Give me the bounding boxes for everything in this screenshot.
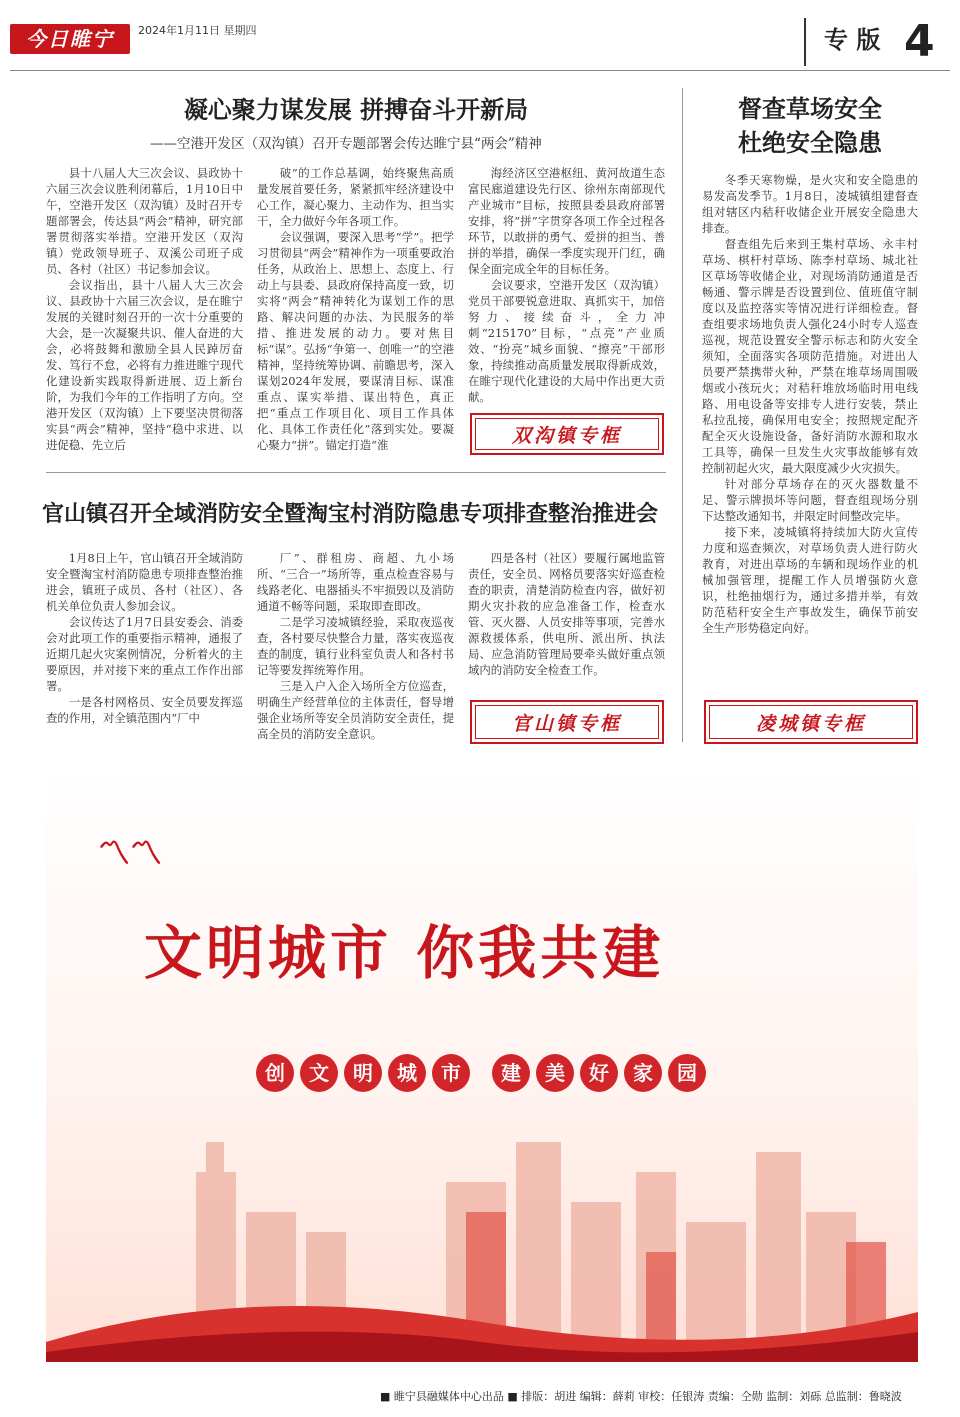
newspaper-logo: 今日睢宁	[10, 24, 130, 54]
paragraph: 破”的工作总基调，始终聚焦高质量发展首要任务，紧紧抓牢经济建设中心工作，凝心聚力、主动作为、担当实干，全力做好今年各项工作。	[257, 166, 454, 228]
article1-column-2	[257, 165, 454, 455]
article1-title: 凝心聚力谋发展 拼搏奋斗开新局	[183, 96, 529, 124]
column-divider	[682, 88, 683, 742]
paragraph: 会议传达了1月7日县安委会、消委会对此项工作的重要指示精神，通报了近期几起火灾案例情况，分析着火的主要原因，并对接下来的重点工作作出部署。	[46, 615, 243, 693]
paragraph: 海经济区空港枢纽、黄河故道生态富民廊道建设先行区、徐州东南部现代产业城市”目标，按照县委县政府部署安排，将“拼”字贯穿各项工作全过程各环节，以敢拼的勇气、爱拼的担当、善拼的举措，确保一季度实现开门红，确保全面完成全年的目标任务。	[468, 166, 665, 276]
article1-column-3	[468, 165, 665, 410]
civilization-banner	[46, 768, 918, 1362]
article1-column-1	[46, 165, 243, 455]
paragraph: 会议强调，要深入思考“学”。把学习贯彻县“两会”精神作为一项重要政治任务，从政治上、思想上、态度上、行动上与县委、县政府保持高度一致，切实将“两会”精神转化为谋划工作的思路、解决问题的办法、为民服务的举措、推进发展的动力。要对焦目标“谋”。弘扬“争第一、创唯一”的空港精神，坚持统筹协调、前瞻思考，深入谋划2024年发展，要谋清目标、谋准重点、谋实举措、谋出特色，真正把“重点工作项目化、项目工作具体化、具体工作责任化”落到实处。要凝心聚力“拼”。锚定打造“淮	[257, 230, 454, 452]
masthead-divider	[804, 18, 806, 66]
slogan-char: 文	[300, 1054, 338, 1092]
paragraph: 1月8日上午，官山镇召开全域消防安全暨淘宝村消防隐患专项排查整治推进会，镇班子成员、各村（社区）、各机关单位负责人参加会议。	[46, 551, 243, 613]
paragraph: 二是学习凌城镇经验，采取夜巡夜查，各村要尽快整合力量，落实夜巡夜查的制度，镇行业科室负责人和各村书记等要发挥统筹作用。	[257, 615, 454, 677]
paragraph: 四是各村（社区）要履行属地监管责任，安全员、网格员要落实好巡查检查的职责，清楚消防检查内容，做好初期火灾扑救的应急准备工作，检查水管、灭火器、人员安排等事项，完善水源救援体系，供电所、派出所、执法局、应急消防管理局要牵头做好重点领域内的消防安全检查工作。	[468, 551, 665, 677]
article2-title-line: 督查草场安全	[738, 95, 882, 123]
article1-subtitle: ——空港开发区（双沟镇）召开专题部署会传达睢宁县“两会”精神	[150, 136, 542, 152]
article3-column-2	[257, 550, 454, 740]
paragraph: 厂”、群租房、商超、九小场所、“三合一”场所等，重点检查容易与线路老化、电器插头不牢损毁以及消防通道不畅等问题，采取即查即改。	[257, 551, 454, 613]
slogan-char: 城	[388, 1054, 426, 1092]
stamp-label: 官山镇专框	[475, 705, 659, 739]
paragraph: 一是各村网格员、安全员要发挥巡查的作用，对全镇范围内“厂中	[46, 695, 243, 725]
article3-column-3	[468, 550, 665, 695]
paragraph: 针对部分草场存在的灭火器数量不足、警示牌损坏等问题，督查组现场分别下达整改通知书，并限定时间整改完毕。	[702, 477, 918, 523]
slogan-char: 建	[492, 1054, 530, 1092]
shuanggou-stamp	[470, 413, 664, 455]
slogan-char: 明	[344, 1054, 382, 1092]
paragraph: 冬季天寒物燥，是火灾和安全隐患的易发高发季节。1月8日，凌城镇组建督查组对辖区内秸秆收储企业开展安全隐患大排查。	[702, 173, 918, 235]
paragraph: 督查组先后来到王集村草场、永丰村草场、棋杆村草场、陈李村草场、城北社区草场等收储企业，对现场消防通道是否畅通、警示牌是否设置到位、值班值守制度以及监控落实等情况进行详细检查。督查组要求场地负责人强化24小时专人巡查巡视，规范设置安全警示标志和防火安全须知，全面落实各项防范措施。对进出人员要严禁携带火种，严禁在堆草场周围吸烟或小孩玩火；对秸秆堆放场临时用电线路、用电设备等安排专人进行安装，禁止私拉乱接，确保用电安全；按照规定配齐配全灭火设施设备，备好消防水源和取水工具等，确保一旦发生火灾事故能够有效控制初起火灾，最大限度减少火灾损失。	[702, 237, 918, 475]
paragraph: 三是入户入企入场所全方位巡查，明确生产经营单位的主体责任，督导增强企业场所等安全员消防安全责任，提高全员的消防安全意识。	[257, 679, 454, 740]
slogan-char: 美	[536, 1054, 574, 1092]
article2-title-line: 杜绝安全隐患	[738, 129, 882, 157]
birds-graphic: 〽︎〽︎	[98, 834, 163, 872]
article3-title: 官山镇召开全域消防安全暨淘宝村消防隐患专项排查整治推进会	[42, 502, 659, 527]
lingcheng-stamp	[704, 700, 918, 744]
guanshan-stamp	[470, 700, 664, 744]
paragraph: 会议要求，空港开发区（双沟镇）党员干部要锐意进取、真抓实干，加倍努力、接续奋斗，全力冲刺“215170”目标，“点亮”产业质效、“扮亮”城乡面貌、“擦亮”干部形象，持续推动高质量发展取得新成效，在睢宁现代化建设的大局中作出更大贡献。	[468, 278, 665, 404]
stamp-label: 凌城镇专框	[709, 705, 913, 739]
section-divider	[46, 472, 666, 473]
page-number: 4	[904, 16, 935, 67]
edition-label: 专 版	[824, 25, 881, 54]
issue-date: 2024年1月11日 星期四	[138, 24, 257, 37]
slogan-char: 创	[256, 1054, 294, 1092]
slogan-char: 市	[432, 1054, 470, 1092]
slogan-char: 好	[580, 1054, 618, 1092]
slogan-char: 园	[668, 1054, 706, 1092]
article3-column-1	[46, 550, 243, 740]
paragraph: 会议指出，县十八届人大三次会议、县政协十六届三次会议，是在睢宁发展的关键时刻召开的一次十分重要的大会，是一次凝聚共识、催人奋进的大会，必将鼓舞和激励全县人民踔厉奋发、笃行不怠，必将有力推进睢宁现代化建设新实践取得新进展、迈上新台阶，为我们今年的工作指明了方向。空港开发区（双沟镇）上下要坚决贯彻落实县“两会”精神，坚持“稳中求进、以进促稳、先立后	[46, 278, 243, 452]
page-credits: ■ 睢宁县融媒体中心出品 ■ 排版：胡进 编辑：薛莉 审校：任银涛 责编：仝勋 监制：刘砾 总监制：鲁晓波	[380, 1390, 902, 1403]
article2-title	[700, 92, 920, 160]
paragraph: 接下来，凌城镇将持续加大防火宣传力度和巡查频次，对草场负责人进行防火教育，对进出草场的车辆和现场作业的机械加强管理，提醒工作人员增强防火意识，杜绝抽烟行为，通过多措并举，有效防范秸秆安全生产事故发生，确保节前安全生产形势稳定向好。	[702, 525, 918, 635]
slogan-char: 家	[624, 1054, 662, 1092]
article2-body	[702, 172, 918, 692]
city-skyline-graphic	[46, 1062, 918, 1362]
stamp-label: 双沟镇专框	[475, 418, 659, 450]
banner-title: 文明城市 你我共建	[144, 919, 665, 987]
masthead-rule	[10, 70, 950, 71]
paragraph: 县十八届人大三次会议、县政协十六届三次会议胜利闭幕后，1月10日中午，空港开发区（双沟镇）及时召开专题部署会，传达县“两会”精神，研究部署贯彻落实举措。空港开发区（双沟镇）党政领导班子、双溪公司班子成员、各村（社区）书记参加会议。	[46, 166, 243, 276]
